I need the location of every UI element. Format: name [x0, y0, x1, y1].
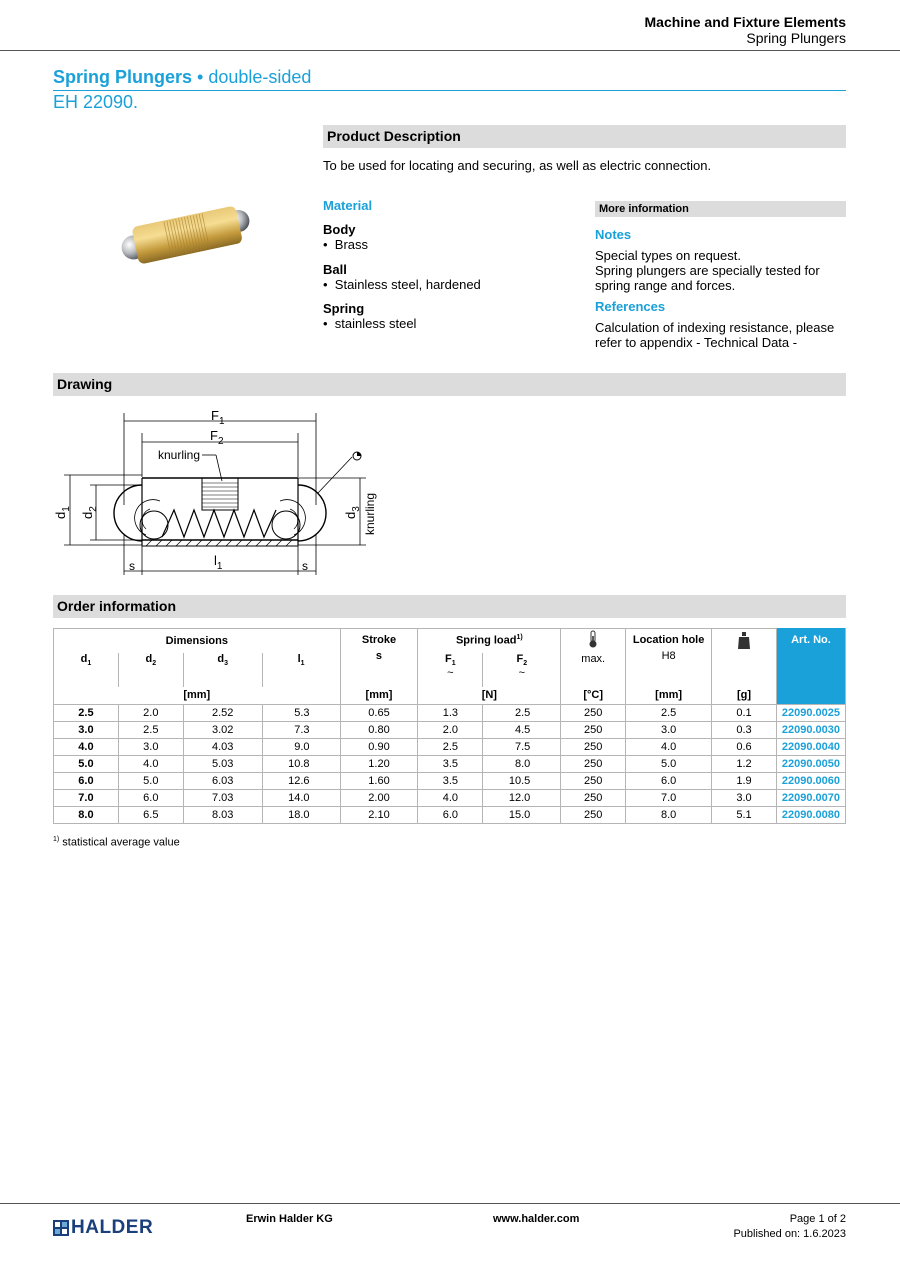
art-no-cell[interactable]: 22090.0060 — [776, 773, 845, 790]
notes-heading: Notes — [595, 227, 632, 242]
label-d1: $d_1$ — [53, 506, 72, 519]
cell-F2: 15.0 — [483, 807, 561, 824]
material-spring-name: Spring — [323, 301, 365, 316]
unit-dimensions: [mm] — [54, 687, 341, 705]
art-no-cell[interactable]: 22090.0040 — [776, 739, 845, 756]
cell-g: 0.3 — [712, 722, 777, 739]
footer-website[interactable]: www.halder.com — [493, 1213, 580, 1225]
cell-s: 0.90 — [340, 739, 418, 756]
cell-t: 250 — [561, 807, 626, 824]
cell-d1: 5.0 — [54, 756, 119, 773]
product-description-text: To be used for locating and securing, as well as electric connection. — [323, 158, 712, 173]
col-stroke: Stroke s — [340, 629, 418, 687]
cell-d3: 2.52 — [183, 705, 262, 722]
cell-d3: 3.02 — [183, 722, 262, 739]
cell-l1: 12.6 — [262, 773, 340, 790]
unit-spring-load: [N] — [418, 687, 561, 705]
cell-hole: 2.5 — [626, 705, 712, 722]
cell-hole: 3.0 — [626, 722, 712, 739]
cell-g: 3.0 — [712, 790, 777, 807]
header-category: Machine and Fixture Elements — [644, 14, 846, 30]
unit-stroke: [mm] — [340, 687, 418, 705]
unit-location-hole: [mm] — [626, 687, 712, 705]
cell-d1: 7.0 — [54, 790, 119, 807]
cell-l1: 14.0 — [262, 790, 340, 807]
title-separator: • — [192, 67, 209, 87]
cell-d1: 6.0 — [54, 773, 119, 790]
col-d2: $d_2$ — [118, 653, 183, 687]
material-ball-value: • Stainless steel, hardened — [323, 277, 481, 292]
cell-F1: 2.5 — [418, 739, 483, 756]
cell-g: 1.2 — [712, 756, 777, 773]
cell-F1: 3.5 — [418, 756, 483, 773]
art-no-cell[interactable]: 22090.0030 — [776, 722, 845, 739]
cell-d2: 6.5 — [118, 807, 183, 824]
cell-s: 1.60 — [340, 773, 418, 790]
table-row — [54, 807, 846, 824]
label-knurling: knurling — [158, 448, 201, 462]
weight-icon — [738, 632, 750, 649]
product-code: EH 22090. — [53, 92, 139, 112]
cell-d2: 2.0 — [118, 705, 183, 722]
label-s-right: s — [302, 559, 308, 573]
footer-divider — [0, 1203, 900, 1204]
halder-logo-icon — [53, 1220, 69, 1236]
cell-d2: 4.0 — [118, 756, 183, 773]
col-temperature — [561, 629, 626, 653]
header-subcategory: Spring Plungers — [746, 30, 846, 46]
cell-F2: 12.0 — [483, 790, 561, 807]
cell-t: 250 — [561, 722, 626, 739]
art-no-cell[interactable]: 22090.0070 — [776, 790, 845, 807]
cell-F1: 2.0 — [418, 722, 483, 739]
cell-d3: 8.03 — [183, 807, 262, 824]
table-row — [54, 739, 846, 756]
footnote: $^{1)}$ statistical average value — [53, 836, 180, 849]
cell-s: 0.80 — [340, 722, 418, 739]
material-ball-name: Ball — [323, 262, 347, 277]
header-divider — [0, 50, 900, 51]
col-max: max. — [561, 653, 626, 687]
table-row — [54, 790, 846, 807]
order-table — [53, 628, 846, 824]
col-dimensions: Dimensions — [54, 629, 341, 653]
footer-published: Published on: 1.6.2023 — [733, 1228, 846, 1240]
cell-g: 1.9 — [712, 773, 777, 790]
cell-l1: 10.8 — [262, 756, 340, 773]
title-divider — [53, 90, 846, 91]
cell-l1: 5.3 — [262, 705, 340, 722]
cell-l1: 7.3 — [262, 722, 340, 739]
cell-d1: 8.0 — [54, 807, 119, 824]
table-row — [54, 773, 846, 790]
halder-logo: HALDER — [53, 1217, 153, 1239]
col-weight — [712, 629, 777, 687]
cell-d3: 4.03 — [183, 739, 262, 756]
cell-F1: 3.5 — [418, 773, 483, 790]
label-f2: $F_2$ — [210, 428, 224, 447]
label-d2: $d_2$ — [80, 506, 99, 519]
cell-F2: 2.5 — [483, 705, 561, 722]
col-l1: $l_1$ — [262, 653, 340, 687]
table-row — [54, 756, 846, 773]
cell-t: 250 — [561, 739, 626, 756]
unit-temperature: [°C] — [561, 687, 626, 705]
product-image — [112, 198, 262, 270]
cell-s: 0.65 — [340, 705, 418, 722]
label-s-left: s — [129, 559, 135, 573]
label-d3: $d_3$ — [343, 506, 362, 519]
art-no-cell[interactable]: 22090.0080 — [776, 807, 845, 824]
cell-d2: 3.0 — [118, 739, 183, 756]
title-main: Spring Plungers — [53, 67, 193, 87]
col-d1: $d_1$ — [54, 653, 119, 687]
col-spring-load: Spring load$^{1)}$ — [418, 629, 561, 653]
cell-d3: 6.03 — [183, 773, 262, 790]
cell-d2: 5.0 — [118, 773, 183, 790]
cell-t: 250 — [561, 756, 626, 773]
cell-F2: 7.5 — [483, 739, 561, 756]
cell-g: 5.1 — [712, 807, 777, 824]
cell-d1: 2.5 — [54, 705, 119, 722]
more-info-heading: More information — [595, 201, 846, 217]
cell-d2: 2.5 — [118, 722, 183, 739]
references-text: Calculation of indexing resistance, please refer to appendix - Technical Data - — [595, 320, 835, 350]
cell-s: 2.10 — [340, 807, 418, 824]
cell-l1: 9.0 — [262, 739, 340, 756]
material-body-name: Body — [323, 222, 356, 237]
material-heading: Material — [323, 198, 373, 213]
cell-s: 1.20 — [340, 756, 418, 773]
notes-text: Special types on request. Spring plungers are specially tested for spring range and forces. — [595, 248, 820, 293]
footer-company: Erwin Halder KG — [246, 1213, 333, 1225]
cell-hole: 8.0 — [626, 807, 712, 824]
cell-hole: 6.0 — [626, 773, 712, 790]
cell-d2: 6.0 — [118, 790, 183, 807]
col-d3: $d_3$ — [183, 653, 262, 687]
cell-d3: 7.03 — [183, 790, 262, 807]
art-no-cell[interactable]: 22090.0025 — [776, 705, 845, 722]
col-f2: $F_2$ ~ — [483, 653, 561, 687]
cell-d1: 4.0 — [54, 739, 119, 756]
order-info-heading: Order information — [53, 595, 846, 618]
cell-l1: 18.0 — [262, 807, 340, 824]
title-variant: double-sided — [208, 67, 312, 87]
material-body-value: • Brass — [323, 237, 369, 252]
art-no-cell[interactable]: 22090.0050 — [776, 756, 845, 773]
label-f1: $F_1$ — [211, 408, 225, 427]
material-spring-value: • stainless steel — [323, 316, 417, 331]
unit-weight: [g] — [712, 687, 777, 705]
cell-t: 250 — [561, 705, 626, 722]
footer-page: Page 1 of 2 — [789, 1213, 846, 1225]
cell-F1: 1.3 — [418, 705, 483, 722]
thermometer-icon — [588, 630, 598, 648]
cell-F1: 4.0 — [418, 790, 483, 807]
cell-hole: 5.0 — [626, 756, 712, 773]
cell-d1: 3.0 — [54, 722, 119, 739]
cell-hole: 4.0 — [626, 739, 712, 756]
cell-F2: 4.5 — [483, 722, 561, 739]
cell-F2: 10.5 — [483, 773, 561, 790]
cell-F2: 8.0 — [483, 756, 561, 773]
cell-g: 0.6 — [712, 739, 777, 756]
table-row — [54, 722, 846, 739]
col-art-no: Art. No. — [776, 629, 845, 705]
cell-d3: 5.03 — [183, 756, 262, 773]
page-title — [53, 67, 311, 88]
technical-drawing — [50, 405, 390, 580]
label-l1: $l_1$ — [214, 553, 223, 572]
drawing-heading: Drawing — [53, 373, 846, 396]
cell-g: 0.1 — [712, 705, 777, 722]
cell-t: 250 — [561, 790, 626, 807]
product-description-heading: Product Description — [323, 125, 846, 148]
cell-s: 2.00 — [340, 790, 418, 807]
col-location-hole: Location hole H8 — [626, 629, 712, 687]
cell-F1: 6.0 — [418, 807, 483, 824]
label-knurling-vertical: knurling — [363, 492, 377, 535]
cell-hole: 7.0 — [626, 790, 712, 807]
references-heading: References — [595, 299, 666, 314]
table-row — [54, 705, 846, 722]
col-f1: $F_1$ ~ — [418, 653, 483, 687]
cell-t: 250 — [561, 773, 626, 790]
